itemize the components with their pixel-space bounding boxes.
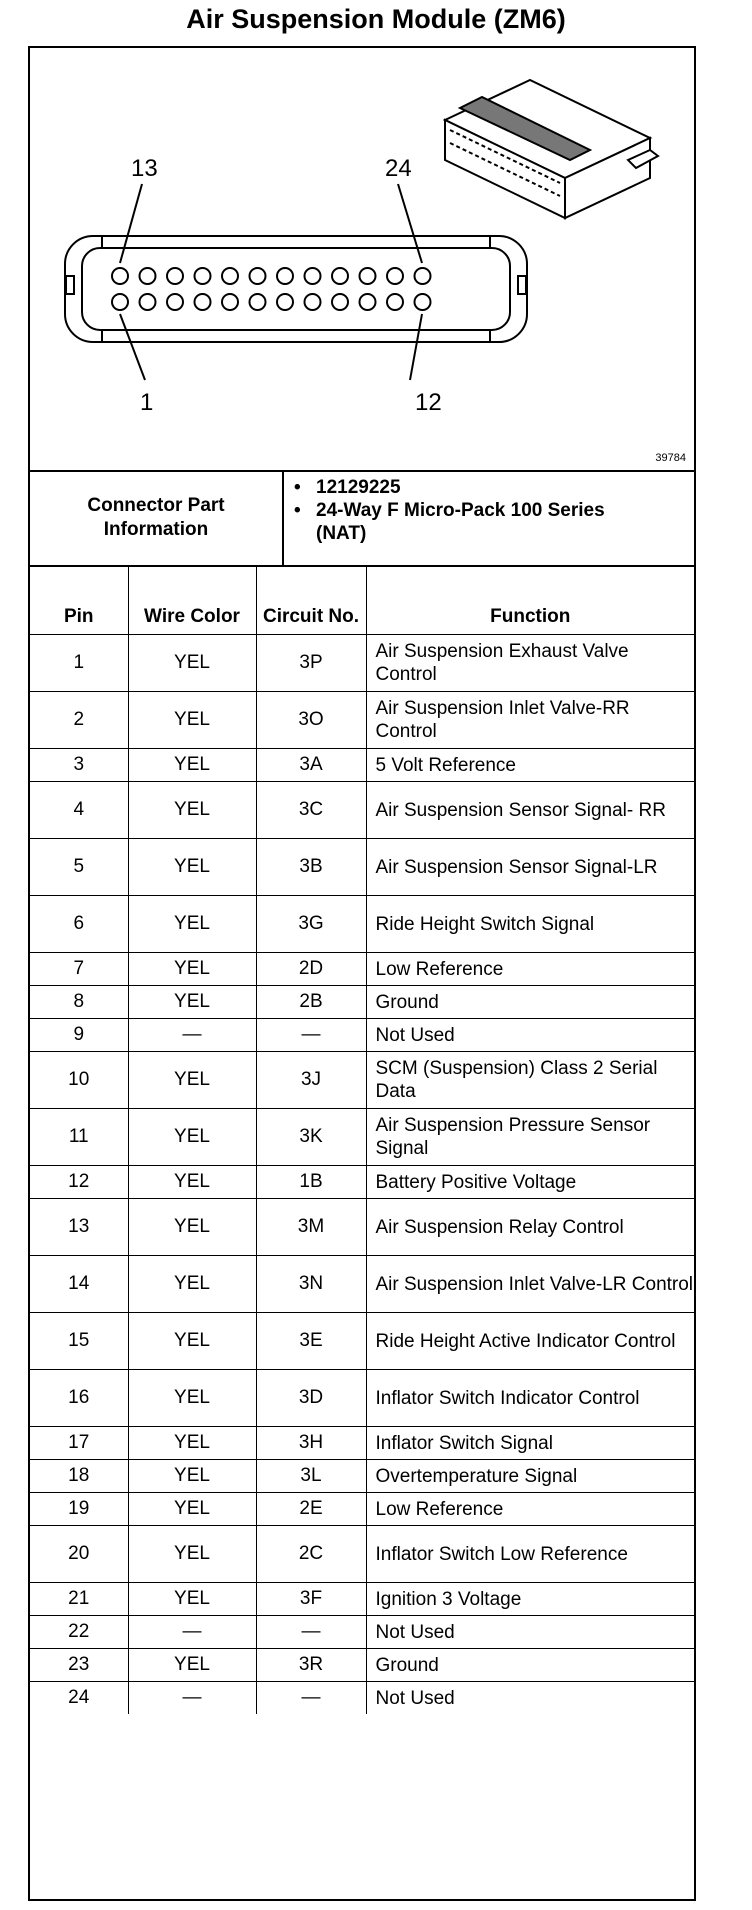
connector-pin bbox=[112, 268, 128, 284]
pinout-table bbox=[30, 565, 694, 1714]
pin-cell: 6 bbox=[30, 896, 128, 953]
wire-color-cell: YEL bbox=[128, 749, 256, 782]
circuit-cell: 3C bbox=[256, 782, 366, 839]
wire-color-cell: YEL bbox=[128, 1493, 256, 1526]
pin-cell: 11 bbox=[30, 1109, 128, 1166]
connector-pin bbox=[250, 294, 266, 310]
pin-cell: 13 bbox=[30, 1199, 128, 1256]
connector-pin bbox=[167, 294, 183, 310]
connector-pin bbox=[222, 294, 238, 310]
connector-pin bbox=[250, 268, 266, 284]
callout-12: 12 bbox=[415, 389, 442, 416]
pin-cell: 9 bbox=[30, 1019, 128, 1052]
function-cell: SCM (Suspension) Class 2 Serial Data bbox=[366, 1052, 694, 1109]
table-row bbox=[30, 839, 694, 896]
circuit-cell: 3K bbox=[256, 1109, 366, 1166]
connector-pin bbox=[305, 294, 321, 310]
function-cell: Not Used bbox=[366, 1019, 694, 1052]
connector-pin bbox=[112, 294, 128, 310]
wire-color-cell: YEL bbox=[128, 1199, 256, 1256]
table-row bbox=[30, 1199, 694, 1256]
pin-cell: 19 bbox=[30, 1493, 128, 1526]
table-row bbox=[30, 1427, 694, 1460]
circuit-cell: 3E bbox=[256, 1313, 366, 1370]
function-cell: Ground bbox=[366, 1649, 694, 1682]
function-cell: Air Suspension Sensor Signal-LR bbox=[366, 839, 694, 896]
function-cell: Inflator Switch Signal bbox=[366, 1427, 694, 1460]
circuit-cell: 3O bbox=[256, 692, 366, 749]
wire-color-cell: — bbox=[128, 1019, 256, 1052]
page-title: Air Suspension Module (ZM6) bbox=[186, 4, 566, 34]
circuit-cell: 2C bbox=[256, 1526, 366, 1583]
pin-cell: 23 bbox=[30, 1649, 128, 1682]
function-cell: Air Suspension Inlet Valve-RR Control bbox=[366, 692, 694, 749]
connector-pin bbox=[195, 294, 211, 310]
pin-cell: 8 bbox=[30, 986, 128, 1019]
table-row bbox=[30, 1052, 694, 1109]
table-row bbox=[30, 1313, 694, 1370]
pinout-rows bbox=[30, 635, 694, 1715]
connector-diagram bbox=[30, 48, 694, 472]
connector-pin bbox=[332, 268, 348, 284]
pin-cell: 4 bbox=[30, 782, 128, 839]
circuit-cell: 3M bbox=[256, 1199, 366, 1256]
circuit-cell: 3P bbox=[256, 635, 366, 692]
circuit-cell: 3H bbox=[256, 1427, 366, 1460]
connector-sheet bbox=[28, 46, 696, 1901]
circuit-cell: — bbox=[256, 1616, 366, 1649]
function-cell: Air Suspension Sensor Signal- RR bbox=[366, 782, 694, 839]
wire-color-cell: YEL bbox=[128, 1370, 256, 1427]
circuit-cell: 3B bbox=[256, 839, 366, 896]
function-cell: Ride Height Active Indicator Control bbox=[366, 1313, 694, 1370]
pin-cell: 18 bbox=[30, 1460, 128, 1493]
connector-pin bbox=[277, 268, 293, 284]
table-row bbox=[30, 692, 694, 749]
function-cell: Air Suspension Inlet Valve-LR Control bbox=[366, 1256, 694, 1313]
callout-13: 13 bbox=[131, 155, 158, 182]
connector-pin bbox=[332, 294, 348, 310]
wire-color-cell: YEL bbox=[128, 1460, 256, 1493]
function-cell: 5 Volt Reference bbox=[366, 749, 694, 782]
connector-3d-icon bbox=[445, 80, 658, 218]
wire-color-cell: YEL bbox=[128, 1256, 256, 1313]
figure-id: 39784 bbox=[655, 452, 686, 464]
pin-header: Pin bbox=[30, 566, 128, 635]
table-row bbox=[30, 1649, 694, 1682]
connector-pin bbox=[415, 268, 431, 284]
connector-pin bbox=[140, 268, 156, 284]
pin-cell: 2 bbox=[30, 692, 128, 749]
function-cell: Not Used bbox=[366, 1616, 694, 1649]
circuit-cell: 3F bbox=[256, 1583, 366, 1616]
table-row bbox=[30, 1583, 694, 1616]
wire-color-cell: YEL bbox=[128, 1427, 256, 1460]
wire-color-cell: YEL bbox=[128, 1583, 256, 1616]
function-cell: Ignition 3 Voltage bbox=[366, 1583, 694, 1616]
table-row bbox=[30, 1682, 694, 1715]
pin-cell: 12 bbox=[30, 1166, 128, 1199]
connector-pin bbox=[305, 268, 321, 284]
leader-lines bbox=[120, 184, 422, 380]
circuit-cell: 3D bbox=[256, 1370, 366, 1427]
table-row bbox=[30, 1256, 694, 1313]
connector-pin bbox=[222, 268, 238, 284]
wire-color-cell: YEL bbox=[128, 1313, 256, 1370]
wire-color-cell: YEL bbox=[128, 896, 256, 953]
connector-info-list bbox=[294, 476, 606, 545]
circuit-cell: 1B bbox=[256, 1166, 366, 1199]
table-row bbox=[30, 635, 694, 692]
wire-color-cell: YEL bbox=[128, 1166, 256, 1199]
function-cell: Ground bbox=[366, 986, 694, 1019]
table-row bbox=[30, 1166, 694, 1199]
table-row bbox=[30, 896, 694, 953]
table-row bbox=[30, 1493, 694, 1526]
pin-cell: 24 bbox=[30, 1682, 128, 1715]
table-row bbox=[30, 986, 694, 1019]
function-cell: Overtemperature Signal bbox=[366, 1460, 694, 1493]
circuit-cell: 2D bbox=[256, 953, 366, 986]
table-row bbox=[30, 1019, 694, 1052]
pin-cell: 20 bbox=[30, 1526, 128, 1583]
pin-cell: 10 bbox=[30, 1052, 128, 1109]
wire-color-cell: YEL bbox=[128, 839, 256, 896]
pin-cell: 3 bbox=[30, 749, 128, 782]
circuit-cell: 3G bbox=[256, 896, 366, 953]
wire-color-cell: YEL bbox=[128, 692, 256, 749]
pin-grid bbox=[112, 268, 431, 310]
connector-housing bbox=[65, 236, 527, 342]
function-cell: Inflator Switch Indicator Control bbox=[366, 1370, 694, 1427]
circuit-cell: — bbox=[256, 1682, 366, 1715]
function-cell: Ride Height Switch Signal bbox=[366, 896, 694, 953]
connector-pin bbox=[387, 268, 403, 284]
connector-info-label: Connector Part Information bbox=[30, 470, 284, 565]
function-header: Function bbox=[366, 566, 694, 635]
connector-info-bullet: • 12129225 bbox=[294, 476, 606, 499]
pin-cell: 5 bbox=[30, 839, 128, 896]
table-row bbox=[30, 1370, 694, 1427]
wire-color-cell: — bbox=[128, 1616, 256, 1649]
pin-cell: 7 bbox=[30, 953, 128, 986]
connector-pin bbox=[195, 268, 211, 284]
circuit-header: Circuit No. bbox=[256, 566, 366, 635]
pin-cell: 21 bbox=[30, 1583, 128, 1616]
circuit-cell: 3N bbox=[256, 1256, 366, 1313]
wire-color-cell: YEL bbox=[128, 986, 256, 1019]
connector-pin bbox=[277, 294, 293, 310]
pin-cell: 22 bbox=[30, 1616, 128, 1649]
connector-pin bbox=[387, 294, 403, 310]
wire-color-cell: YEL bbox=[128, 635, 256, 692]
connector-pin bbox=[360, 294, 376, 310]
table-row bbox=[30, 1460, 694, 1493]
pin-cell: 15 bbox=[30, 1313, 128, 1370]
pin-cell: 16 bbox=[30, 1370, 128, 1427]
pin-cell: 1 bbox=[30, 635, 128, 692]
circuit-cell: — bbox=[256, 1019, 366, 1052]
table-row bbox=[30, 1109, 694, 1166]
circuit-cell: 2B bbox=[256, 986, 366, 1019]
callout-24: 24 bbox=[385, 155, 412, 182]
wire-color-cell: YEL bbox=[128, 1109, 256, 1166]
connector-part-info bbox=[30, 470, 694, 567]
wire-color-cell: YEL bbox=[128, 1526, 256, 1583]
part-number: 12129225 bbox=[316, 477, 401, 498]
connector-type: 24-Way F Micro-Pack 100 Series (NAT) bbox=[316, 500, 605, 544]
circuit-cell: 3J bbox=[256, 1052, 366, 1109]
function-cell: Low Reference bbox=[366, 1493, 694, 1526]
wire-color-cell: YEL bbox=[128, 1052, 256, 1109]
connector-pin bbox=[140, 294, 156, 310]
function-cell: Battery Positive Voltage bbox=[366, 1166, 694, 1199]
circuit-cell: 3A bbox=[256, 749, 366, 782]
table-row bbox=[30, 1526, 694, 1583]
table-row bbox=[30, 953, 694, 986]
function-cell: Not Used bbox=[366, 1682, 694, 1715]
function-cell: Air Suspension Relay Control bbox=[366, 1199, 694, 1256]
circuit-cell: 3R bbox=[256, 1649, 366, 1682]
connector-info-bullet: • 24-Way F Micro-Pack 100 Series (NAT) bbox=[294, 500, 605, 544]
wire-color-cell: YEL bbox=[128, 1649, 256, 1682]
function-cell: Air Suspension Pressure Sensor Signal bbox=[366, 1109, 694, 1166]
table-row bbox=[30, 782, 694, 839]
pin-cell: 17 bbox=[30, 1427, 128, 1460]
connector-pin bbox=[360, 268, 376, 284]
wire-color-cell: — bbox=[128, 1682, 256, 1715]
table-row bbox=[30, 1616, 694, 1649]
connector-face-drawing bbox=[30, 48, 694, 468]
pinout-header-row bbox=[30, 566, 694, 635]
pin-cell: 14 bbox=[30, 1256, 128, 1313]
function-cell: Low Reference bbox=[366, 953, 694, 986]
function-cell: Air Suspension Exhaust Valve Control bbox=[366, 635, 694, 692]
wire-color-cell: YEL bbox=[128, 782, 256, 839]
table-row bbox=[30, 749, 694, 782]
wire-color-header: Wire Color bbox=[128, 566, 256, 635]
connector-pin bbox=[415, 294, 431, 310]
circuit-cell: 3L bbox=[256, 1460, 366, 1493]
connector-pin bbox=[167, 268, 183, 284]
wire-color-cell: YEL bbox=[128, 953, 256, 986]
function-cell: Inflator Switch Low Reference bbox=[366, 1526, 694, 1583]
circuit-cell: 2E bbox=[256, 1493, 366, 1526]
callout-1: 1 bbox=[140, 389, 154, 416]
